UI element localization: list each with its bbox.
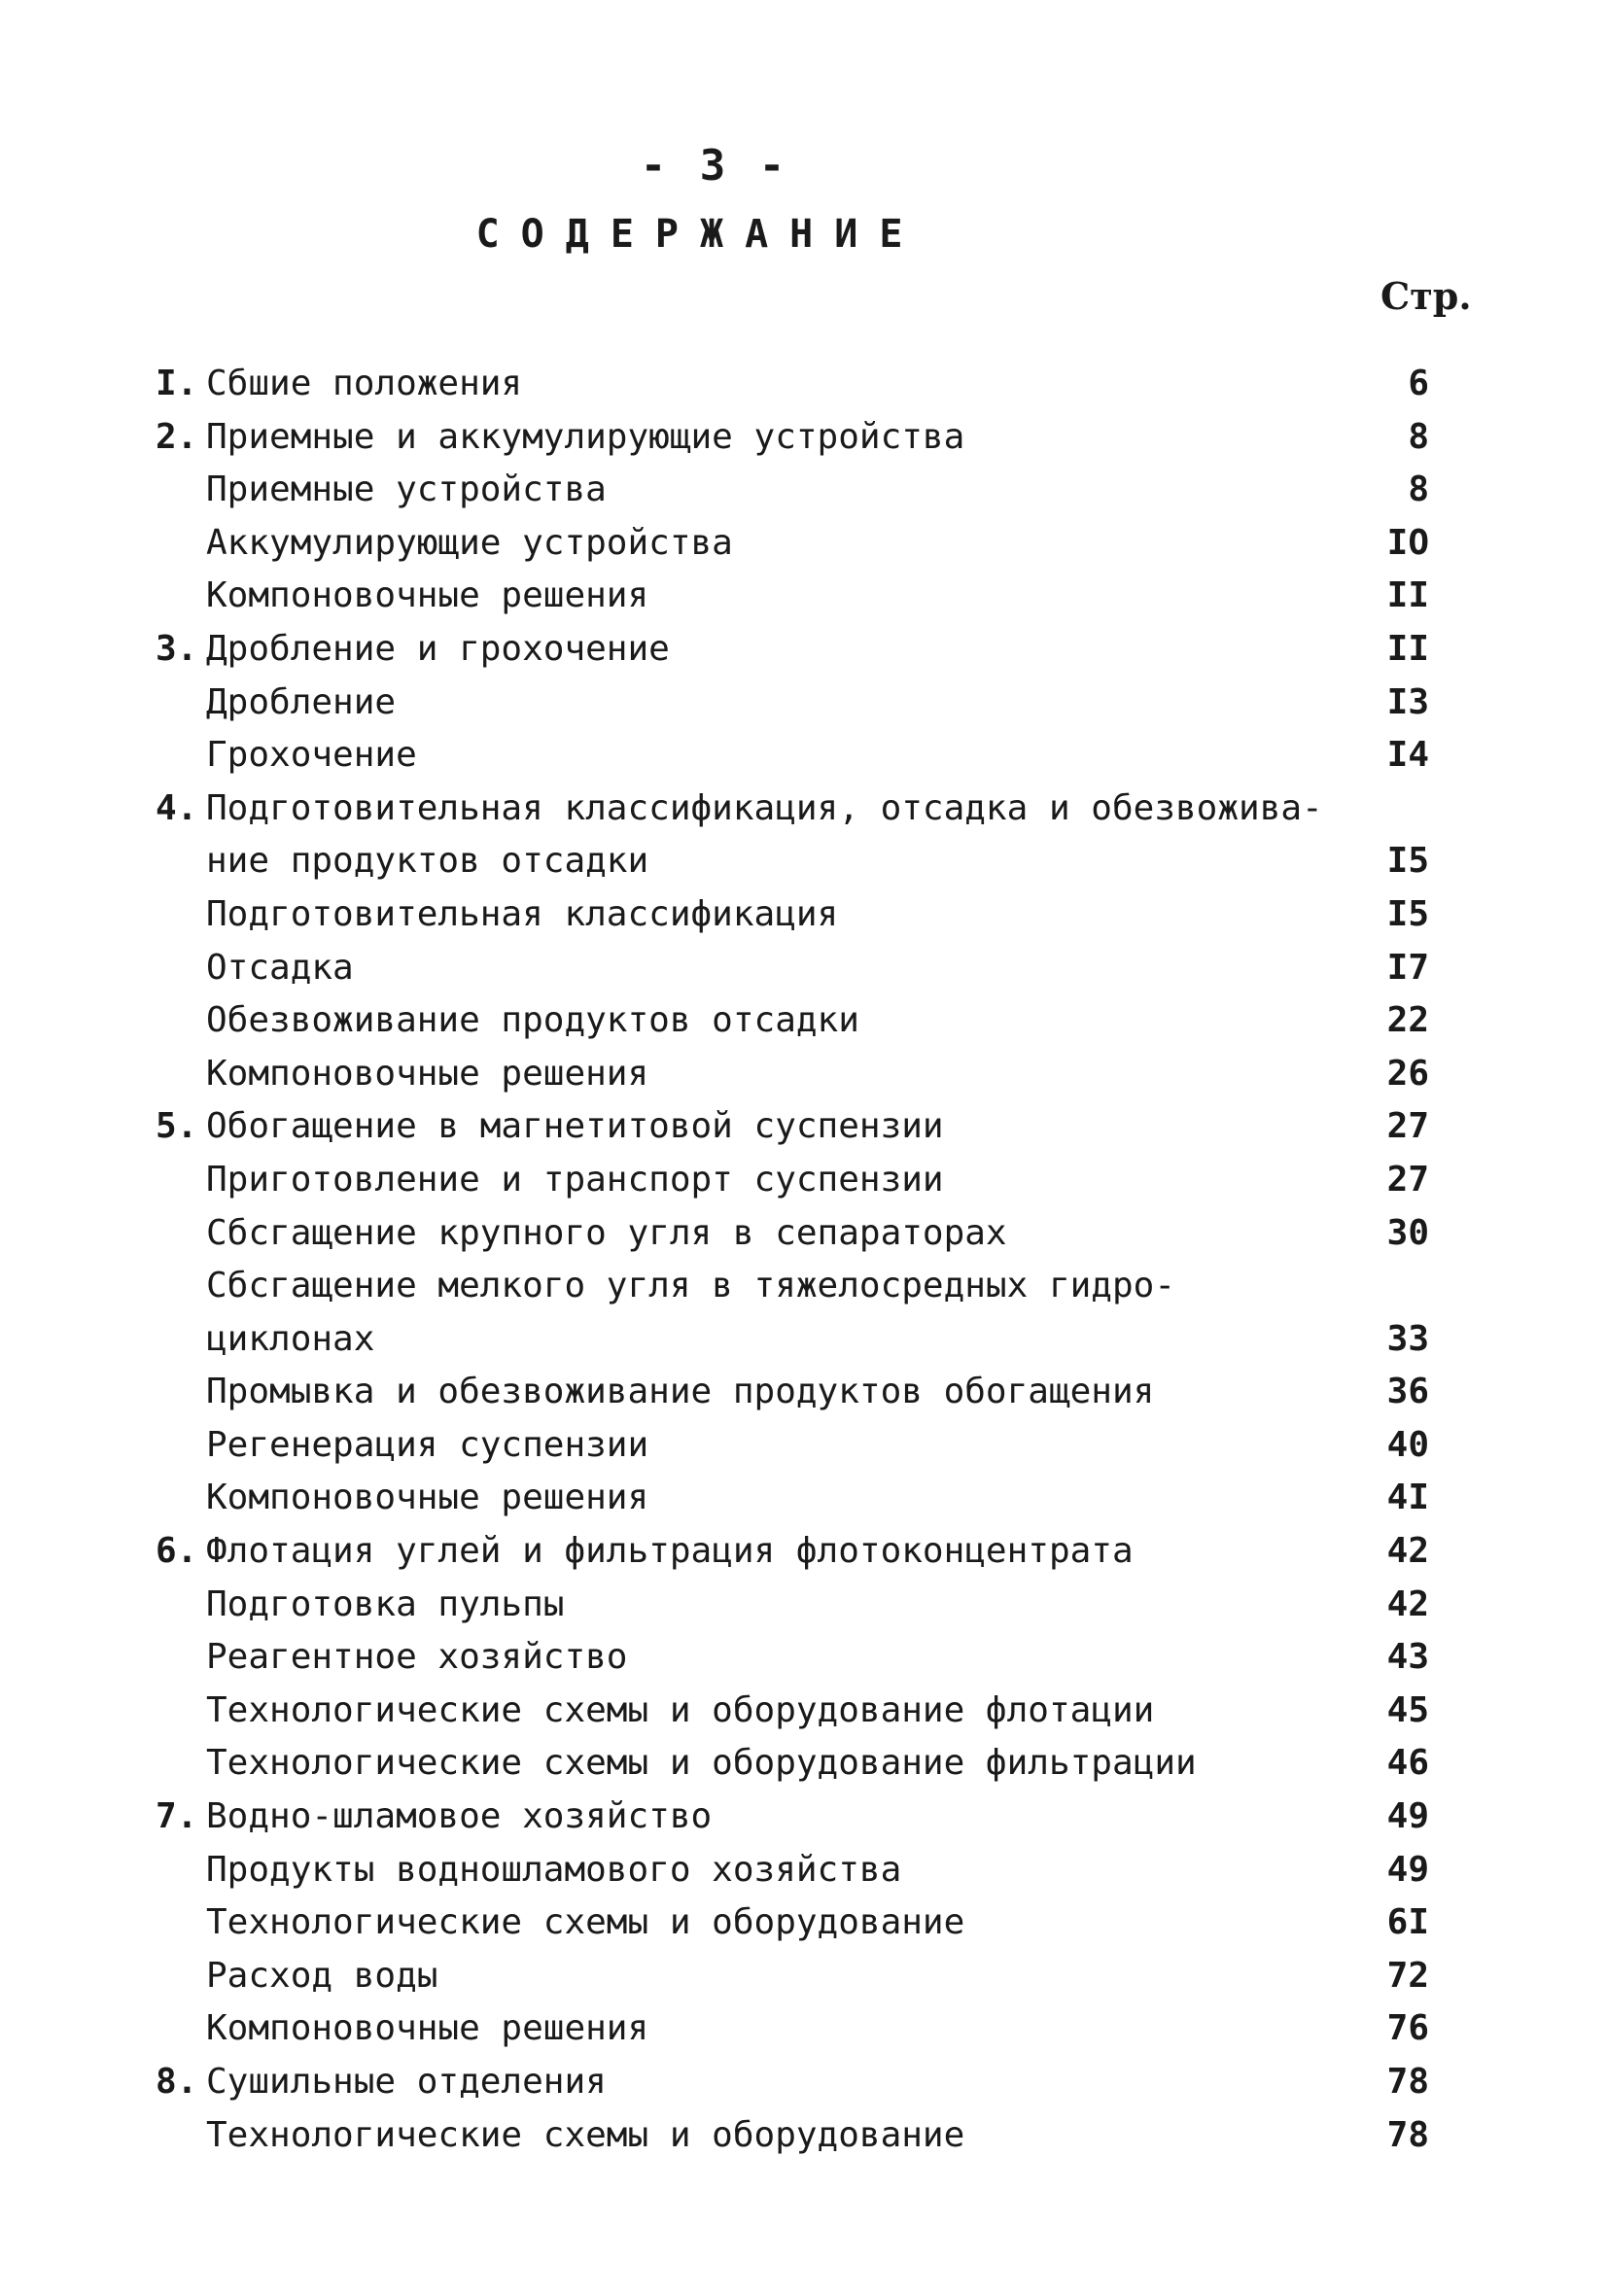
toc-entry-title: Дробление bbox=[206, 681, 397, 722]
toc-entry-title: Аккумулирующие устройства bbox=[206, 522, 733, 563]
page-number: - 3 - bbox=[640, 141, 789, 191]
toc-row bbox=[0, 1950, 1607, 2003]
toc-page-number: 22 bbox=[1386, 1000, 1429, 1041]
toc-row bbox=[0, 1154, 1607, 1207]
toc-entry-title: Дробление и грохочение bbox=[206, 628, 670, 669]
toc-page-number: 78 bbox=[1386, 2114, 1429, 2155]
toc-row bbox=[0, 1685, 1607, 1738]
toc-page-number: 36 bbox=[1386, 1372, 1429, 1412]
toc-row bbox=[0, 1896, 1607, 1950]
toc-entry-title: Водно-шламовое хозяйство bbox=[206, 1796, 713, 1837]
toc-row bbox=[0, 1260, 1607, 1313]
toc-row bbox=[0, 570, 1607, 623]
toc-entry-title: Приготовление и транспорт суспензии bbox=[206, 1159, 944, 1200]
toc-page-number: 8 bbox=[1408, 416, 1429, 457]
toc-entry-title: Отсадка bbox=[206, 947, 354, 988]
toc-entry-title: Технологические схемы и оборудование bbox=[206, 2114, 965, 2155]
toc-section-number: 2. bbox=[156, 416, 198, 457]
toc-page-number: 6I bbox=[1386, 1902, 1429, 1943]
toc-row bbox=[0, 942, 1607, 995]
toc-row bbox=[0, 623, 1607, 677]
toc-row bbox=[0, 464, 1607, 517]
toc-page-number: 45 bbox=[1386, 1689, 1429, 1730]
toc-page-number: II bbox=[1386, 628, 1429, 669]
toc-page-number: 76 bbox=[1386, 2008, 1429, 2049]
toc-row bbox=[0, 1100, 1607, 1154]
toc-entry-title: Сбшие положения bbox=[206, 364, 523, 403]
toc-row bbox=[0, 2109, 1607, 2163]
toc-row bbox=[0, 1737, 1607, 1791]
toc-row bbox=[0, 2056, 1607, 2109]
toc-entry-title: Компоновочные решения bbox=[206, 1478, 649, 1518]
toc-page-number: 30 bbox=[1386, 1212, 1429, 1253]
toc-entry-title: Сбсгащение мелкого угля в тяжелосредных гидро- bbox=[206, 1266, 1175, 1306]
toc-entry-title: Грохочение bbox=[206, 735, 417, 776]
toc-entry-title: Продукты водношламового хозяйства bbox=[206, 1849, 902, 1890]
toc-row bbox=[0, 2002, 1607, 2056]
toc-page-number: 27 bbox=[1386, 1106, 1429, 1147]
toc-entry-title: Приемные и аккумулирующие устройства bbox=[206, 416, 965, 457]
toc-page-number: 46 bbox=[1386, 1743, 1429, 1784]
toc-page-number: 42 bbox=[1386, 1583, 1429, 1624]
toc-page-number: 78 bbox=[1386, 2062, 1429, 2102]
toc-page-number: 26 bbox=[1386, 1053, 1429, 1094]
toc-entry-title: Регенерация суспензии bbox=[206, 1424, 649, 1465]
toc-page-number: 49 bbox=[1386, 1796, 1429, 1837]
toc-page-number: I5 bbox=[1386, 893, 1429, 934]
toc-entry-title: Технологические схемы и оборудование фильтрации bbox=[206, 1743, 1197, 1784]
toc-entry-title: ние продуктов отсадки bbox=[206, 841, 649, 882]
toc-entry-title: Подготовительная классификация, отсадка и обезвожива- bbox=[206, 787, 1323, 828]
toc-entry-title: Подготовительная классификация bbox=[206, 893, 839, 934]
toc-entry-title: Промывка и обезвоживание продуктов обогащения bbox=[206, 1372, 1155, 1412]
toc-row bbox=[0, 1048, 1607, 1101]
table-of-contents bbox=[0, 358, 1607, 2162]
pages-column-label: Стр. bbox=[1380, 274, 1472, 318]
toc-row bbox=[0, 729, 1607, 783]
toc-entry-title: Технологические схемы и оборудование флотации bbox=[206, 1689, 1155, 1730]
toc-section-number: 8. bbox=[156, 2062, 198, 2102]
toc-page-number: II bbox=[1386, 575, 1429, 616]
toc-entry-title: Подготовка пульпы bbox=[206, 1583, 565, 1624]
toc-row bbox=[0, 1366, 1607, 1419]
page-title: СОДЕРЖАНИЕ bbox=[475, 212, 925, 257]
toc-row bbox=[0, 1579, 1607, 1632]
toc-row bbox=[0, 783, 1607, 836]
toc-row bbox=[0, 1207, 1607, 1261]
toc-row bbox=[0, 411, 1607, 465]
toc-page-number: 8 bbox=[1408, 470, 1429, 510]
toc-row bbox=[0, 1631, 1607, 1685]
toc-row bbox=[0, 358, 1607, 411]
toc-section-number: 5. bbox=[156, 1106, 198, 1147]
toc-row bbox=[0, 888, 1607, 942]
toc-section-number: I. bbox=[156, 364, 198, 403]
toc-page-number: I4 bbox=[1386, 735, 1429, 776]
toc-row bbox=[0, 1419, 1607, 1473]
toc-page-number: 6 bbox=[1408, 364, 1429, 403]
toc-page-number: 49 bbox=[1386, 1849, 1429, 1890]
toc-row bbox=[0, 677, 1607, 730]
toc-section-number: 4. bbox=[156, 787, 198, 828]
toc-entry-title: Компоновочные решения bbox=[206, 2008, 649, 2049]
toc-row bbox=[0, 835, 1607, 888]
toc-row bbox=[0, 1525, 1607, 1579]
toc-entry-title: циклонах bbox=[206, 1318, 375, 1359]
toc-entry-title: Компоновочные решения bbox=[206, 1053, 649, 1094]
toc-page-number: 4I bbox=[1386, 1478, 1429, 1518]
toc-row bbox=[0, 1791, 1607, 1844]
toc-page-number: 42 bbox=[1386, 1531, 1429, 1572]
toc-row bbox=[0, 1313, 1607, 1367]
toc-entry-title: Расход воды bbox=[206, 1955, 438, 1996]
toc-page-number: 72 bbox=[1386, 1955, 1429, 1996]
toc-entry-title: Реагентное хозяйство bbox=[206, 1637, 628, 1678]
toc-entry-title: Сушильные отделения bbox=[206, 2062, 607, 2102]
toc-row bbox=[0, 1472, 1607, 1525]
toc-entry-title: Обогащение в магнетитовой суспензии bbox=[206, 1106, 944, 1147]
toc-page-number: 33 bbox=[1386, 1318, 1429, 1359]
toc-row bbox=[0, 517, 1607, 571]
toc-page-number: 27 bbox=[1386, 1159, 1429, 1200]
toc-page-number: 43 bbox=[1386, 1637, 1429, 1678]
toc-row bbox=[0, 1844, 1607, 1897]
toc-entry-title: Обезвоживание продуктов отсадки bbox=[206, 1000, 859, 1041]
toc-page-number: I7 bbox=[1386, 947, 1429, 988]
toc-entry-title: Приемные устройства bbox=[206, 470, 607, 510]
toc-entry-title: Сбсгащение крупного угля в сепараторах bbox=[206, 1212, 1007, 1253]
toc-page-number: 40 bbox=[1386, 1424, 1429, 1465]
toc-page-number: I3 bbox=[1386, 681, 1429, 722]
toc-entry-title: Компоновочные решения bbox=[206, 575, 649, 616]
toc-section-number: 3. bbox=[156, 628, 198, 669]
toc-section-number: 7. bbox=[156, 1796, 198, 1837]
toc-page-number: IO bbox=[1386, 522, 1429, 563]
toc-entry-title: Флотация углей и фильтрация флотоконцентрата bbox=[206, 1531, 1134, 1572]
toc-page-number: I5 bbox=[1386, 841, 1429, 882]
toc-row bbox=[0, 994, 1607, 1048]
toc-section-number: 6. bbox=[156, 1531, 198, 1572]
toc-entry-title: Технологические схемы и оборудование bbox=[206, 1902, 965, 1943]
